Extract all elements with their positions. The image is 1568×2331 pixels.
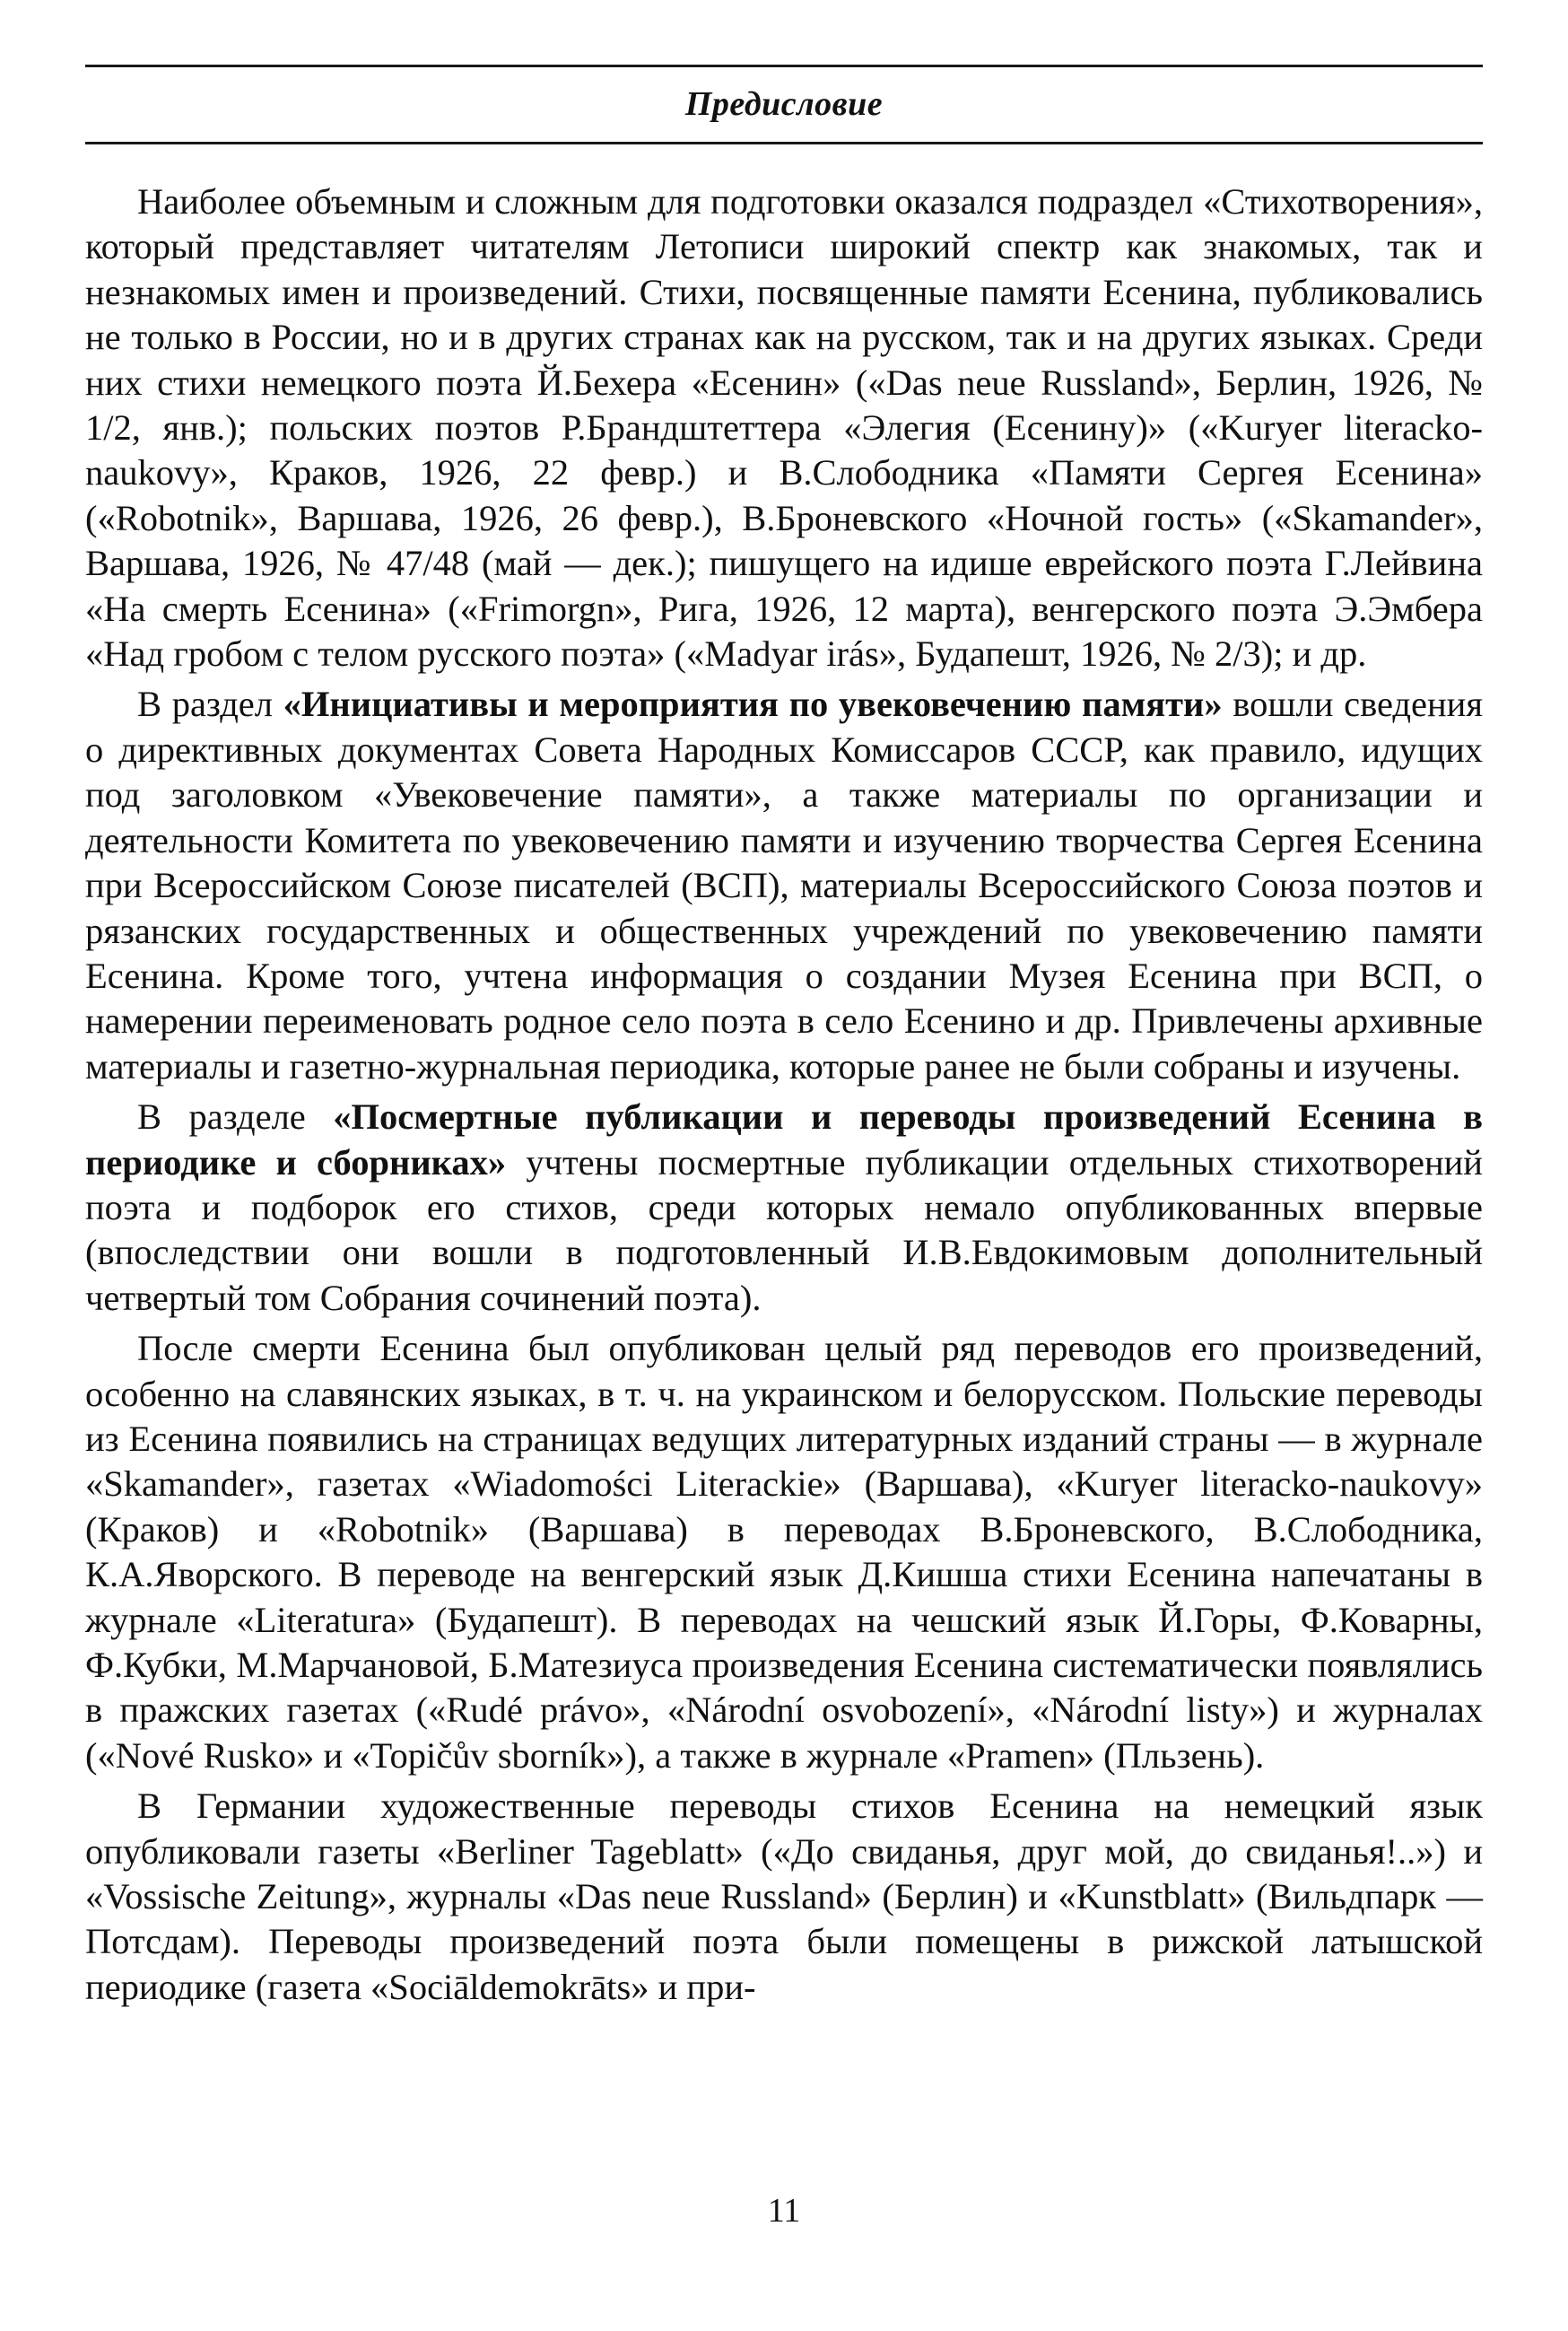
- paragraph-text: учтены посмертные публикации отдельных стихотворений поэта и подборок его стихов, среди которых немало опубликованных впервые (впоследствии они вошли в подготовленный И.В.Евдокимовым дополнительный четвертый том Собрания сочинений поэта).: [85, 1141, 1483, 1318]
- running-head-title: Предисловие: [684, 85, 884, 123]
- section-title-bold: «Посмертные публикации и переводы произведений Есенина в периодике и сборниках»: [85, 1096, 1483, 1183]
- paragraph-text: вошли сведения о директивных документах Совета Народных Комиссаров СССР, как правило, идущих под заголовком «Увековечение памяти», а также материалы по организации и деятельности Комитета по увековечению памяти и изучению творчества Сергея Есенина при Всероссийском Союзе писателей (ВСП), материалы Всероссийского Союза поэтов и рязанских государственных и общественных учреждений по увековечению памяти Есенина. Кроме того, учтена информация о создании Музея Есенина при ВСП, о намерении переименовать родное село поэта в село Есенино и др. Привлечены архивные материалы и газетно-журнальная периодика, которые ранее не были собраны и изучены.: [85, 684, 1483, 1087]
- paragraph-text: В Германии художественные переводы стихов Есенина на немецкий язык опубликовали газеты «Berliner Tageblatt» («До свиданья, друг мой, до свиданья!..») и «Vossische Zeitung», журналы «Das neue Russland» (Берлин) и «Kunstblatt» (Вильдпарк — Потсдам). Переводы произведений поэта были помещены в рижской латышской периодике (газета «Sociāldemokrāts» и при-: [85, 1785, 1483, 2007]
- page-number: 11: [767, 2192, 801, 2230]
- section-title-bold: «Инициативы и мероприятия по увековечению памяти»: [283, 684, 1223, 725]
- paragraph-poems: [85, 179, 1483, 677]
- paragraph-text: В разделе: [137, 1096, 334, 1138]
- header-rule-bottom: [85, 142, 1483, 144]
- header-rule-top: [85, 65, 1483, 67]
- paragraph-text: Наиболее объемным и сложным для подготовки оказался подраздел «Стихотворения», который представляет читателям Летописи широкий спектр как знакомых, так и незнакомых имен и произведений. Стихи, посвященные памяти Есенина, публиковались не только в России, но и в других странах как на русском, так и на других языках. Среди них стихи немецкого поэта Й.Бехера «Есенин» («Das neue Russland», Берлин, 1926, № 1/2, янв.); польских поэтов Р.Брандштеттера «Элегия (Есенину)» («Kuryer literacko-naukovy», Краков, 1926, 22 февр.) и В.Слободника «Памяти Сергея Есенина» («Robotnik», Варшава, 1926, 26 февр.), В.Броневского «Ночной гость» («Skamander», Варшава, 1926, № 47/48 (май — дек.); пишущего на идише еврейского поэта Г.Лейвина «На смерть Есенина» («Frimorgn», Рига, 1926, 12 марта), венгерского поэта Э.Эмбера «Над гробом с телом русского поэта» («Madyar irás», Будапешт, 1926, № 2/3); и др.: [85, 181, 1483, 675]
- paragraph-memorial-initiatives: [85, 682, 1483, 1089]
- paragraph-text: В раздел: [137, 684, 283, 725]
- paragraph-translations-slavic: [85, 1326, 1483, 1778]
- paragraph-posthumous-publications: [85, 1095, 1483, 1321]
- body-text: [85, 179, 1483, 2010]
- paragraph-translations-german: [85, 1784, 1483, 2010]
- paragraph-text: После смерти Есенина был опубликован целый ряд переводов его произведений, особенно на славянских языках, в т. ч. на украинском и белорусском. Польские переводы из Есенина появились на страницах ведущих литературных изданий страны — в журнале «Skamander», газетах «Wiadomości Literackie» (Варшава), «Kuryer literacko-naukovy» (Краков) и «Robotnik» (Варшава) в переводах В.Броневского, В.Слободника, К.А.Яворского. В переводе на венгерский язык Д.Кишша стихи Есенина напечатаны в журнале «Literatura» (Будапешт). В переводах на чешский язык Й.Горы, Ф.Коварны, Ф.Кубки, М.Марчановой, Б.Матезиуса произведения Есенина систематически появлялись в пражских газетах («Rudé právo», «Národní osvobození», «Národní listy») и журналах («Nové Rusko» и «Topičův sborník»), а также в журнале «Pramen» (Пльзень).: [85, 1328, 1483, 1776]
